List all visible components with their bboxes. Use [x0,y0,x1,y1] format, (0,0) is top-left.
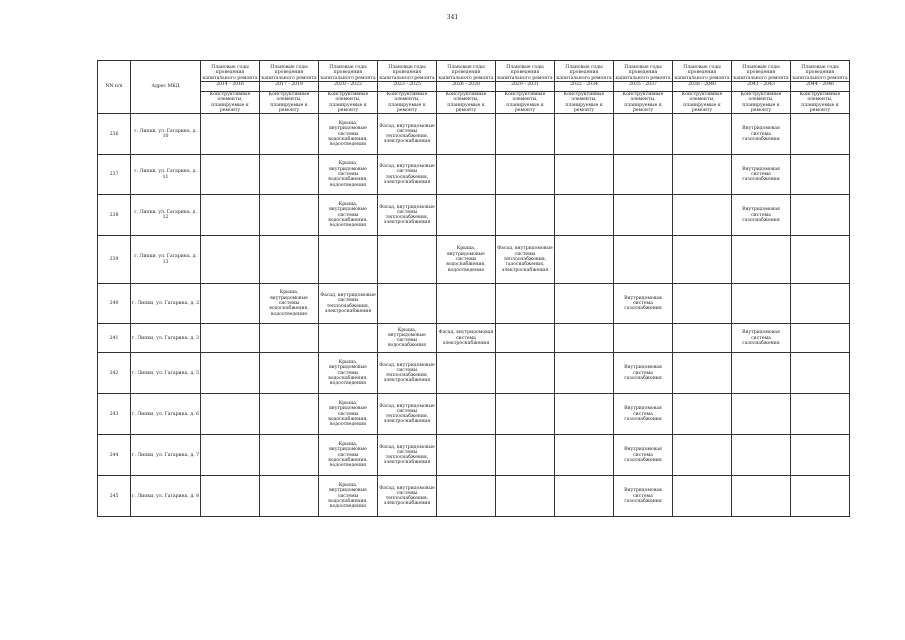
period-cell-4 [437,284,496,324]
row-number: 238 [98,195,131,236]
period-cell-9: Внутридомовая система газоснабжения [732,155,791,195]
period-cell-8 [673,195,732,236]
table-row [98,195,850,236]
header-period-9 [732,61,791,92]
period-cell-5: Фасад, внутридомовые системы теплоснабжения, газоснабжения, электроснабжения [496,236,555,284]
period-cell-9 [732,284,791,324]
period-years: 2035 - 2037 [614,81,672,87]
row-number: 243 [98,394,131,435]
period-cell-9 [732,435,791,476]
header-elements-6: Конструктивные элементы, планируемые к ремонту [555,92,614,114]
table-row [98,155,850,195]
period-cell-10 [791,353,850,394]
period-cell-9: Внутридомовая система газоснабжения [732,114,791,155]
period-cell-3: Крыша, внутридомовые системы водоснабжения [378,324,437,353]
period-cell-6 [555,435,614,476]
header-period-4 [437,61,496,92]
table-row [98,353,850,394]
period-cell-3: Фасад, внутридомовые системы теплоснабжения, электроснабжения [378,394,437,435]
period-cell-1 [260,324,319,353]
period-cell-9 [732,236,791,284]
period-years: 2026 - 2028 [437,81,495,87]
period-label: Плановые годы проведения капитального ремонта [497,65,553,81]
period-cell-1 [260,476,319,517]
period-cell-10 [791,324,850,353]
period-cell-3 [378,284,437,324]
period-cell-4 [437,114,496,155]
row-address: г. Липки, ул. Гагарина, д. 2 [131,284,201,324]
header-num: NN п/п [98,61,131,114]
page-number: 341 [446,14,459,21]
period-cell-2: Фасад, внутридомовые системы теплоснабжения, электроснабжения [319,284,378,324]
period-cell-7 [614,114,673,155]
header-elements-0: Конструктивные элементы, планируемые к ремонту [201,92,260,114]
row-address: г. Липки, ул. Гагарина, д. 13 [131,236,201,284]
period-cell-1 [260,155,319,195]
period-cell-4 [437,353,496,394]
row-number: 241 [98,324,131,353]
table-row [98,435,850,476]
period-cell-9 [732,353,791,394]
period-cell-5 [496,284,555,324]
row-address: г. Липки, ул. Гагарина, д. 8 [131,476,201,517]
period-label: Плановые годы проведения капитального ремонта [320,65,376,81]
period-cell-8 [673,476,732,517]
period-cell-1: Крыша, внутридомовые системы водоснабжения, водоотведения [260,284,319,324]
period-cell-3: Фасад, внутридомовые системы теплоснабжения, электроснабжения [378,476,437,517]
header-elements-1: Конструктивные элементы, планируемые к ремонту [260,92,319,114]
period-label: Плановые годы проведения капитального ремонта [202,65,258,81]
table-header [98,61,850,114]
header-period-3 [378,61,437,92]
header-elements-3: Конструктивные элементы, планируемые к ремонту [378,92,437,114]
header-elements-4: Конструктивные элементы, планируемые к ремонту [437,92,496,114]
period-cell-8 [673,324,732,353]
period-cell-10 [791,114,850,155]
period-label: Плановые годы проведения капитального ремонта [674,65,730,81]
period-years: 2029 - 2031 [496,81,554,87]
period-label: Плановые годы проведения капитального ремонта [379,65,435,81]
period-cell-6 [555,353,614,394]
period-cell-6 [555,195,614,236]
period-cell-0 [201,476,260,517]
row-number: 244 [98,435,131,476]
header-elements-2: Конструктивные элементы, планируемые к ремонту [319,92,378,114]
period-cell-7 [614,236,673,284]
row-number: 242 [98,353,131,394]
period-cell-1 [260,114,319,155]
period-years: 2041 - 2043 [732,81,790,87]
row-number: 240 [98,284,131,324]
period-cell-7 [614,324,673,353]
period-cell-0 [201,236,260,284]
period-cell-3 [378,236,437,284]
header-elements-5: Конструктивные элементы, планируемые к ремонту [496,92,555,114]
period-cell-9: Внутридомовая система газоснабжения [732,324,791,353]
period-cell-10 [791,284,850,324]
period-cell-10 [791,394,850,435]
period-label: Плановые годы проведения капитального ремонта [556,65,612,81]
period-cell-2: Крыша, внутридомовые системы водоснабжения, водоотведения [319,195,378,236]
row-address: г. Липки, ул. Гагарина, д. 12 [131,195,201,236]
header-period-10 [791,61,850,92]
period-cell-1 [260,353,319,394]
period-cell-1 [260,195,319,236]
header-period-2 [319,61,378,92]
header-period-7 [614,61,673,92]
row-address: г. Липки, ул. Гагарина, д. 11 [131,155,201,195]
table-row [98,476,850,517]
period-cell-5 [496,435,555,476]
period-label: Плановые годы проведения капитального ремонта [438,65,494,81]
header-period-0 [201,61,260,92]
period-cell-7: Внутридомовая система газоснабжения [614,394,673,435]
row-address: г. Липки, ул. Гагарина, д. 6 [131,394,201,435]
period-cell-4 [437,155,496,195]
table-row [98,284,850,324]
period-cell-7: Внутридомовая система газоснабжения [614,353,673,394]
row-number: 245 [98,476,131,517]
period-cell-8 [673,353,732,394]
period-label: Плановые годы проведения капитального ремонта [792,65,848,81]
period-cell-2: Крыша, внутридомовые системы водоснабжения, водоотведения [319,155,378,195]
table-row [98,114,850,155]
period-cell-8 [673,155,732,195]
period-cell-8 [673,236,732,284]
row-address: г. Липки, ул. Гагарина, д. 10 [131,114,201,155]
period-cell-2: Крыша, внутридомовые системы водоснабжения, водоотведения [319,435,378,476]
period-cell-4 [437,195,496,236]
period-cell-9 [732,394,791,435]
period-cell-10 [791,155,850,195]
period-cell-4 [437,435,496,476]
period-cell-3: Фасад, внутридомовые системы теплоснабжения, электроснабжения [378,114,437,155]
period-cell-3: Фасад, внутридомовые системы теплоснабжения, электроснабжения [378,353,437,394]
period-cell-6 [555,236,614,284]
period-cell-0 [201,353,260,394]
header-period-1 [260,61,319,92]
period-cell-5 [496,394,555,435]
repair-schedule-table [97,60,850,517]
period-cell-2: Крыша, внутридомовые системы водоснабжения, водоотведения [319,353,378,394]
period-cell-2: Крыша, внутридомовые системы водоснабжения, водоотведения [319,394,378,435]
period-cell-10 [791,476,850,517]
period-cell-9 [732,476,791,517]
period-cell-7: Внутридомовая система газоснабжения [614,284,673,324]
period-cell-2: Крыша, внутридомовые системы водоснабжения, водоотведения [319,476,378,517]
table-row [98,394,850,435]
header-elements-7: Конструктивные элементы, планируемые к ремонту [614,92,673,114]
period-cell-0 [201,155,260,195]
period-cell-8 [673,284,732,324]
period-cell-6 [555,155,614,195]
header-elements-10: Конструктивные элементы, планируемые к ремонту [791,92,850,114]
period-years: 2032 - 2034 [555,81,613,87]
header-period-8 [673,61,732,92]
period-years: 2023 - 2025 [378,81,436,87]
period-cell-4 [437,394,496,435]
period-cell-0 [201,114,260,155]
period-cell-7 [614,195,673,236]
period-cell-9: Внутридомовая система газоснабжения [732,195,791,236]
header-period-5 [496,61,555,92]
period-cell-1 [260,236,319,284]
period-cell-2 [319,236,378,284]
period-years: 2044 - 2046 [791,81,849,87]
period-cell-5 [496,324,555,353]
row-address: г. Липки, ул. Гагарина, д. 5 [131,353,201,394]
period-years: 2020 - 2022 [319,81,377,87]
table-body [98,114,850,517]
period-years: 2014 - 2016 [201,81,259,87]
period-cell-6 [555,476,614,517]
header-elements-8: Конструктивные элементы, планируемые к ремонту [673,92,732,114]
period-cell-0 [201,394,260,435]
header-elements-9: Конструктивные элементы, планируемые к ремонту [732,92,791,114]
period-cell-0 [201,284,260,324]
period-cell-10 [791,195,850,236]
period-cell-4: Крыша, внутридомовые системы водоснабжения, водоотведения [437,236,496,284]
period-cell-3: Фасад, внутридомовые системы теплоснабжения, электроснабжения [378,195,437,236]
period-cell-4 [437,476,496,517]
period-cell-5 [496,353,555,394]
period-label: Плановые годы проведения капитального ремонта [261,65,317,81]
period-cell-2 [319,324,378,353]
period-years: 2017 - 2019 [260,81,318,87]
period-cell-5 [496,476,555,517]
period-label: Плановые годы проведения капитального ремонта [615,65,671,81]
period-cell-0 [201,195,260,236]
period-cell-8 [673,394,732,435]
table-row [98,324,850,353]
row-number: 237 [98,155,131,195]
period-cell-3: Фасад, внутридомовые системы теплоснабжения, электроснабжения [378,435,437,476]
period-cell-0 [201,435,260,476]
row-address: г. Липки, ул. Гагарина, д. 3 [131,324,201,353]
period-cell-7 [614,155,673,195]
period-cell-6 [555,114,614,155]
period-cell-2: Крыша, внутридомовые системы водоснабжения, водоотведения [319,114,378,155]
period-cell-5 [496,195,555,236]
period-cell-7: Внутридомовая система газоснабжения [614,476,673,517]
row-number: 239 [98,236,131,284]
period-cell-10 [791,435,850,476]
period-cell-1 [260,435,319,476]
period-cell-5 [496,114,555,155]
period-cell-6 [555,284,614,324]
row-number: 236 [98,114,131,155]
period-cell-6 [555,324,614,353]
period-cell-1 [260,394,319,435]
period-years: 2038 - 2040 [673,81,731,87]
period-cell-7: Внутридомовая система газоснабжения [614,435,673,476]
period-cell-8 [673,114,732,155]
period-cell-4: Фасад, внутридомовая система электроснабжения [437,324,496,353]
header-address: Адрес МКД [131,61,201,114]
header-period-6 [555,61,614,92]
period-cell-8 [673,435,732,476]
table-row [98,236,850,284]
period-cell-5 [496,155,555,195]
row-address: г. Липки, ул. Гагарина, д. 7 [131,435,201,476]
period-label: Плановые годы проведения капитального ремонта [733,65,789,81]
period-cell-0 [201,324,260,353]
period-cell-10 [791,236,850,284]
period-cell-3: Фасад, внутридомовые системы теплоснабжения, электроснабжения [378,155,437,195]
period-cell-6 [555,394,614,435]
